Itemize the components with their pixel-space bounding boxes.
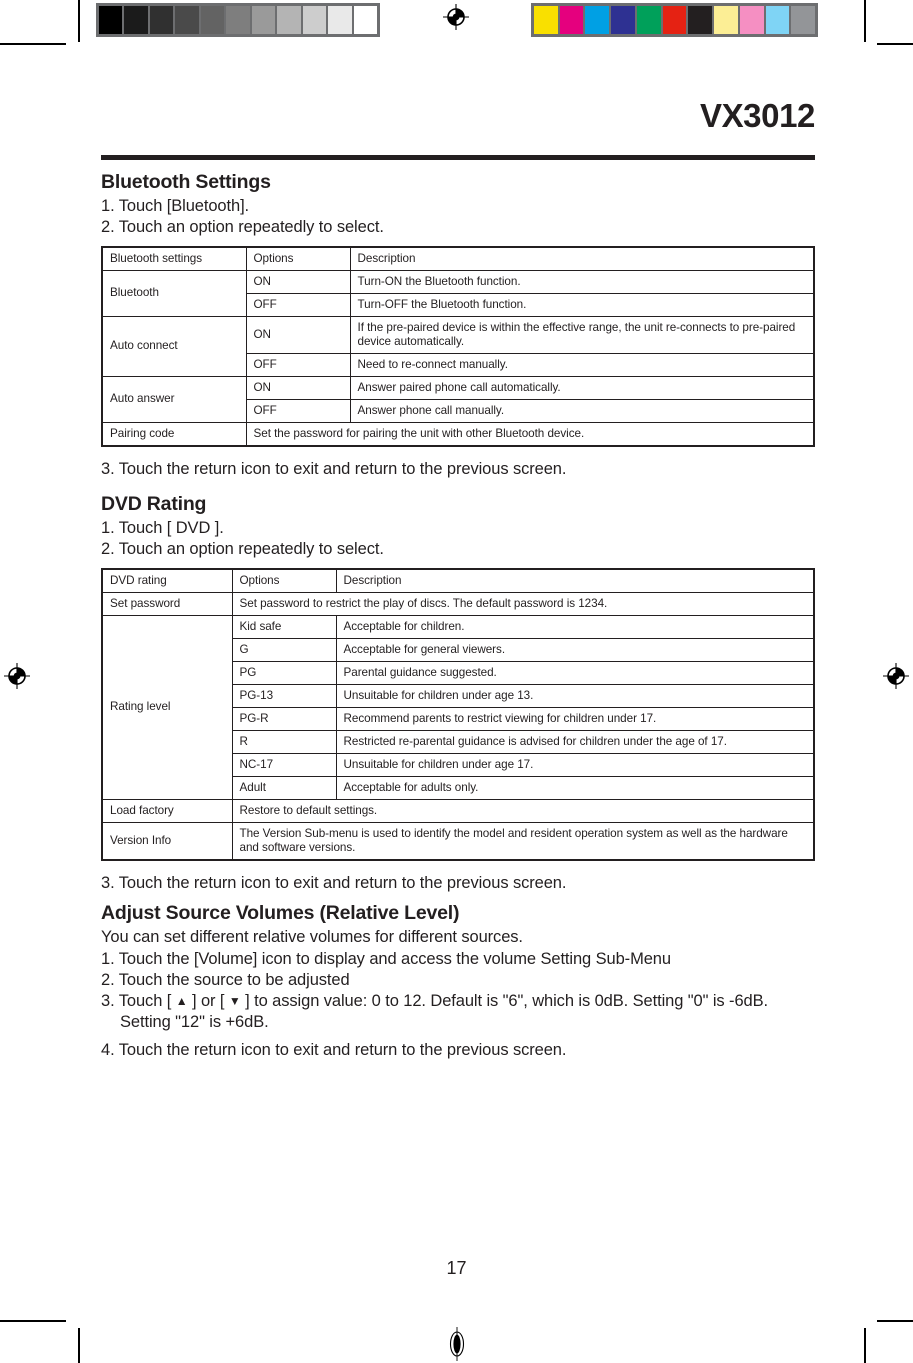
arrow-up-icon: ▲ (175, 993, 188, 1008)
description-cell: If the pre-paired device is within the effective range, the unit re-connects to pre-paired device automatically. (350, 316, 814, 353)
table-header-row (102, 247, 814, 271)
bluetooth-step-2: 2. Touch an option repeatedly to select. (101, 218, 384, 237)
description-cell: Answer phone call manually. (350, 399, 814, 422)
section-title-adjust-volumes: Adjust Source Volumes (Relative Level) (101, 902, 460, 925)
adjust-volumes-intro: You can set different relative volumes for different sources. (101, 928, 523, 947)
dvd-step-1: 1. Touch [ DVD ]. (101, 519, 224, 538)
description-cell: Acceptable for children. (336, 615, 814, 638)
table-row (102, 422, 814, 446)
header-rule-divider (101, 155, 815, 160)
description-cell: Answer paired phone call automatically. (350, 376, 814, 399)
description-cell: Turn-OFF the Bluetooth function. (350, 293, 814, 316)
table-row (102, 376, 814, 399)
description-cell: Turn-ON the Bluetooth function. (350, 270, 814, 293)
description-cell: Acceptable for general viewers. (336, 638, 814, 661)
option-cell: PG (232, 661, 336, 684)
option-cell: Kid safe (232, 615, 336, 638)
option-cell: OFF (246, 293, 350, 316)
table-row (102, 316, 814, 353)
option-cell: NC-17 (232, 753, 336, 776)
option-cell: ON (246, 270, 350, 293)
option-cell: PG-R (232, 707, 336, 730)
setting-name-cell: Set password (102, 592, 232, 615)
setting-name-cell: Pairing code (102, 422, 246, 446)
table-row (102, 822, 814, 860)
description-cell: Set the password for pairing the unit with other Bluetooth device. (246, 422, 814, 446)
adjust-volumes-step-3 (101, 991, 815, 1033)
bluetooth-step-1: 1. Touch [Bluetooth]. (101, 197, 250, 216)
adjust-volumes-step-1: 1. Touch the [Volume] icon to display and access the volume Setting Sub-Menu (101, 949, 671, 968)
table-row (102, 270, 814, 293)
table-row (102, 799, 814, 822)
table-header-cell: Options (246, 247, 350, 271)
description-cell: Set password to restrict the play of discs. The default password is 1234. (232, 592, 814, 615)
description-cell: Restore to default settings. (232, 799, 814, 822)
table-header-row (102, 569, 814, 593)
setting-name-cell: Version Info (102, 822, 232, 860)
page-content (101, 170, 815, 1061)
option-cell: ON (246, 376, 350, 399)
table-header-cell: Description (336, 569, 814, 593)
option-cell: OFF (246, 353, 350, 376)
description-cell: Parental guidance suggested. (336, 661, 814, 684)
option-cell: OFF (246, 399, 350, 422)
dvd-step-3: 3. Touch the return icon to exit and return to the previous screen. (101, 873, 567, 892)
bluetooth-step-3: 3. Touch the return icon to exit and return to the previous screen. (101, 459, 567, 478)
dvd-step-2: 2. Touch an option repeatedly to select. (101, 540, 384, 559)
section-title-bluetooth: Bluetooth Settings (101, 171, 271, 193)
description-cell: Recommend parents to restrict viewing for children under 17. (336, 707, 814, 730)
table-row (102, 592, 814, 615)
table-header-cell: Bluetooth settings (102, 247, 246, 271)
setting-name-cell: Load factory (102, 799, 232, 822)
setting-name-cell: Rating level (102, 615, 232, 799)
adjust-volumes-step-2: 2. Touch the source to be adjusted (101, 970, 350, 989)
table-header-cell: Description (350, 247, 814, 271)
table-header-cell: DVD rating (102, 569, 232, 593)
option-cell: G (232, 638, 336, 661)
table-row (102, 615, 814, 638)
setting-name-cell: Auto connect (102, 316, 246, 376)
option-cell: R (232, 730, 336, 753)
step3-text-part2: ] or [ (187, 991, 229, 1010)
option-cell: PG-13 (232, 684, 336, 707)
description-cell: Restricted re-parental guidance is advised for children under the age of 17. (336, 730, 814, 753)
page-number: 17 (446, 1258, 467, 1278)
adjust-volumes-step-4: 4. Touch the return icon to exit and return to the previous screen. (101, 1041, 567, 1060)
table-header-cell: Options (232, 569, 336, 593)
bluetooth-settings-table (101, 246, 815, 447)
step3-text-part1: 3. Touch [ (101, 991, 176, 1010)
section-title-dvd-rating: DVD Rating (101, 492, 207, 515)
description-cell: The Version Sub-menu is used to identify the model and resident operation system as well as the hardware and software versions. (232, 822, 814, 860)
dvd-rating-table (101, 568, 815, 861)
arrow-down-icon: ▼ (228, 993, 241, 1008)
description-cell: Need to re-connect manually. (350, 353, 814, 376)
option-cell: Adult (232, 776, 336, 799)
page-title: VX3012 (699, 97, 815, 134)
setting-name-cell: Auto answer (102, 376, 246, 422)
description-cell: Unsuitable for children under age 17. (336, 753, 814, 776)
description-cell: Acceptable for adults only. (336, 776, 814, 799)
option-cell: ON (246, 316, 350, 353)
step3-text-part3: ] to assign value: 0 to 12. Default is "6", which is 0dB. Setting "0" is -6dB. Setting "12" is +6dB. (120, 991, 768, 1031)
setting-name-cell: Bluetooth (102, 270, 246, 316)
description-cell: Unsuitable for children under age 13. (336, 684, 814, 707)
